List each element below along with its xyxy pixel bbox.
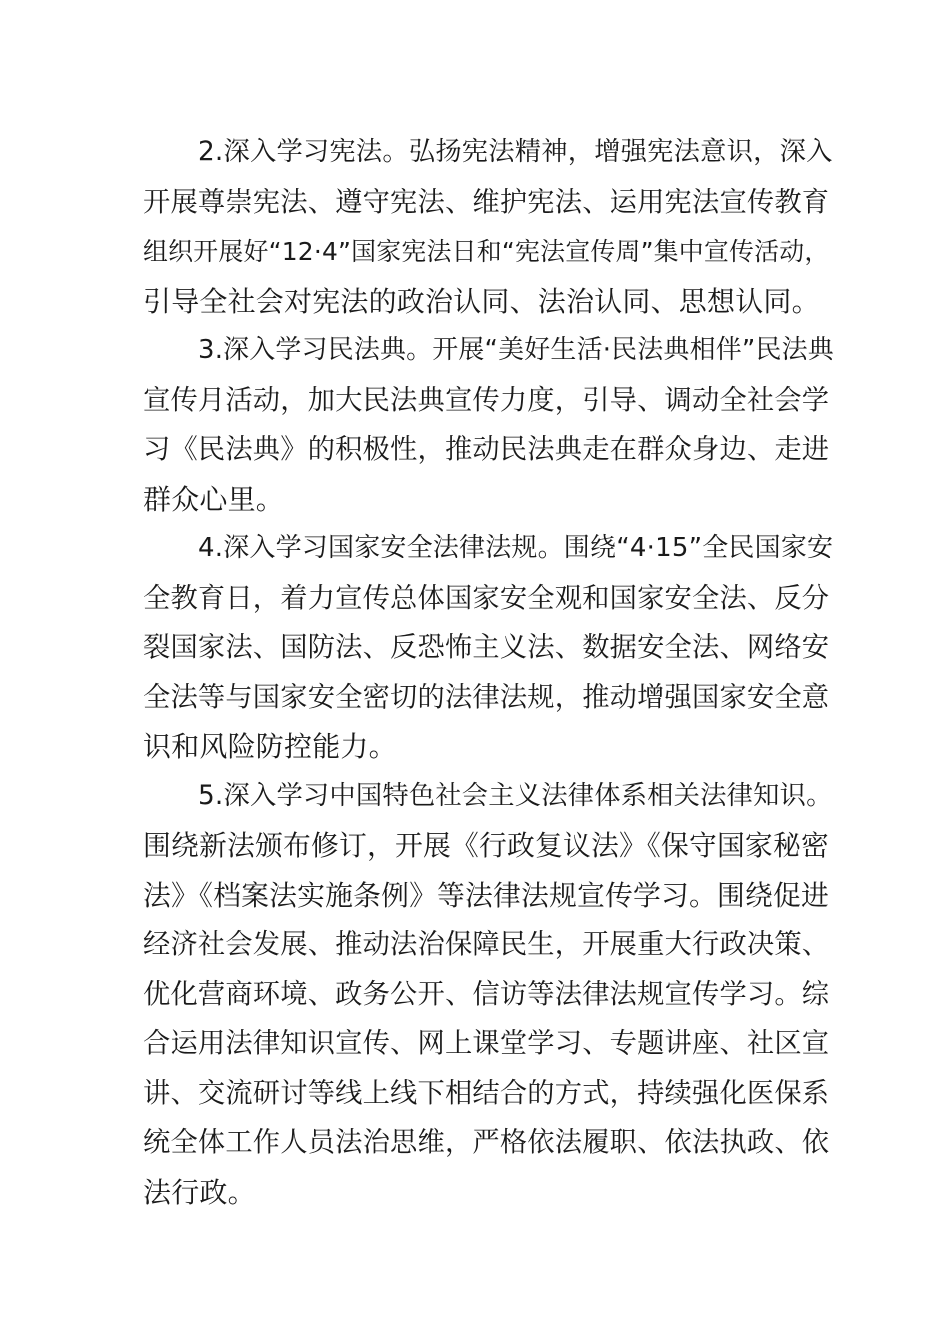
text-line: 全教育日，着力宣传总体国家安全观和国家安全法、反分 bbox=[143, 582, 830, 614]
text-line: 引导全社会对宪法的政治认同、法治认同、思想认同。 bbox=[143, 284, 820, 318]
text-line: 开展尊崇宪法、遵守宪法、维护宪法、运用宪法宣传教育 bbox=[143, 186, 830, 218]
text-line: 合运用法律知识宣传、网上课堂学习、专题讲座、社区宣 bbox=[143, 1028, 830, 1059]
text-line: 群众心里。 bbox=[143, 482, 285, 516]
text-line: 经济社会发展、推动法治保障民生，开展重大行政决策、 bbox=[143, 929, 830, 960]
text-line: 5.深入学习中国特色社会主义法律体系相关法律知识。 bbox=[198, 780, 833, 811]
paragraph-civil-code bbox=[143, 326, 833, 524]
text-line: 法》《档案法实施条例》等法律法规宣传学习。围绕促进 bbox=[143, 878, 830, 912]
text-line: 识和风险防控能力。 bbox=[143, 730, 397, 763]
text-line: 组织开展好“12·4”国家宪法日和“宪法宣传周”集中宣传活动， bbox=[143, 237, 830, 266]
text-line: 习《民法典》的积极性，推动民法典走在群众身边、走进 bbox=[143, 434, 830, 465]
text-line: 3.深入学习民法典。开展“美好生活·民法典相伴”民法典 bbox=[198, 335, 834, 365]
text-line: 统全体工作人员法治思维，严格依法履职、依法执政、依 bbox=[143, 1127, 830, 1158]
text-line: 讲、交流研讨等线上线下相结合的方式，持续强化医保系 bbox=[143, 1077, 830, 1109]
paragraph-constitution bbox=[143, 128, 833, 326]
text-line: 优化营商环境、政务公开、信访等法律法规宣传学习。综 bbox=[143, 978, 830, 1010]
text-line: 裂国家法、国防法、反恐怖主义法、数据安全法、网络安 bbox=[143, 632, 830, 663]
text-line: 围绕新法颁布修订，开展《行政复议法》《保守国家秘密 bbox=[143, 829, 830, 862]
paragraph-national-security bbox=[143, 524, 833, 772]
text-line: 法行政。 bbox=[143, 1175, 256, 1209]
text-line: 2.深入学习宪法。弘扬宪法精神，增强宪法意识，深入 bbox=[198, 137, 833, 167]
text-line: 全法等与国家安全密切的法律法规，推动增强国家安全意 bbox=[143, 681, 830, 713]
document-body bbox=[143, 128, 833, 1217]
paragraph-legal-system bbox=[143, 772, 833, 1218]
text-line: 4.深入学习国家安全法律法规。围绕“4·15”全民国家安 bbox=[198, 533, 834, 563]
text-line: 宣传月活动，加大民法典宣传力度，引导、调动全社会学 bbox=[143, 384, 830, 416]
